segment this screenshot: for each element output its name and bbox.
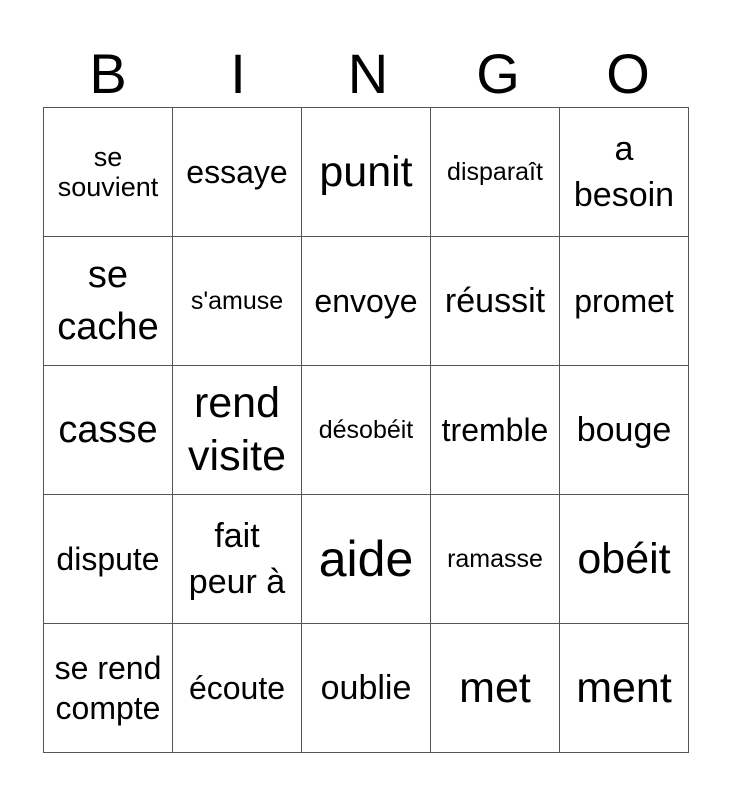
cell-label: aide <box>318 531 414 587</box>
cell-label: bouge <box>576 411 672 449</box>
cell-label: rend visite <box>188 379 286 480</box>
cell-label: oublie <box>320 669 412 707</box>
cell-label: obéit <box>577 534 671 583</box>
bingo-cell[interactable] <box>302 495 431 624</box>
board-row <box>44 366 689 495</box>
cell-label: fait peur à <box>188 517 286 601</box>
bingo-cell[interactable] <box>560 366 689 495</box>
header-letter-b: B <box>89 42 127 105</box>
board-row <box>44 108 689 237</box>
bingo-cell[interactable] <box>44 108 173 237</box>
cell-label: dispute <box>56 541 160 577</box>
cell-label: essaye <box>186 154 288 190</box>
bingo-cell[interactable] <box>560 624 689 753</box>
bingo-cell[interactable] <box>173 624 302 753</box>
bingo-cell[interactable] <box>173 108 302 237</box>
bingo-cell[interactable] <box>302 624 431 753</box>
bingo-cell[interactable] <box>44 495 173 624</box>
bingo-cell[interactable] <box>560 495 689 624</box>
cell-label: s'amuse <box>190 287 284 315</box>
cell-label: punit <box>319 147 413 196</box>
bingo-cell[interactable] <box>560 237 689 366</box>
bingo-cell[interactable] <box>560 108 689 237</box>
bingo-header <box>43 40 693 108</box>
cell-label: se souvient <box>57 142 159 202</box>
cell-label: casse <box>58 409 158 451</box>
bingo-cell[interactable] <box>431 495 560 624</box>
cell-label: met <box>459 663 531 712</box>
cell-label: envoye <box>314 283 418 319</box>
bingo-cell[interactable] <box>44 366 173 495</box>
cell-label: se cache <box>57 254 159 348</box>
cell-label: réussit <box>444 282 546 320</box>
cell-label: ment <box>576 663 672 712</box>
bingo-cell[interactable] <box>431 624 560 753</box>
cell-label: tremble <box>441 412 549 448</box>
cell-label: disparaît <box>447 158 543 186</box>
header-letter-n: N <box>347 42 389 105</box>
cell-label: ramasse <box>447 545 543 573</box>
bingo-cell[interactable] <box>44 237 173 366</box>
board-row <box>44 495 689 624</box>
bingo-cell[interactable] <box>173 366 302 495</box>
header-letter-i: I <box>230 42 246 105</box>
bingo-cell[interactable] <box>302 237 431 366</box>
bingo-cell[interactable] <box>431 108 560 237</box>
cell-label: désobéit <box>318 416 414 444</box>
bingo-cell[interactable] <box>431 237 560 366</box>
header-letter-o: O <box>606 42 650 105</box>
board-row <box>44 237 689 366</box>
bingo-board <box>43 107 689 753</box>
cell-label: écoute <box>188 670 286 706</box>
bingo-cell[interactable] <box>44 624 173 753</box>
cell-label: se rend compte <box>54 650 162 726</box>
bingo-cell[interactable] <box>431 366 560 495</box>
bingo-cell[interactable] <box>173 495 302 624</box>
bingo-cell[interactable] <box>302 108 431 237</box>
bingo-cell[interactable] <box>173 237 302 366</box>
bingo-cell[interactable] <box>302 366 431 495</box>
cell-label: a besoin <box>573 130 675 214</box>
cell-label: promet <box>574 283 674 319</box>
header-letter-g: G <box>476 42 520 105</box>
board-row <box>44 624 689 753</box>
